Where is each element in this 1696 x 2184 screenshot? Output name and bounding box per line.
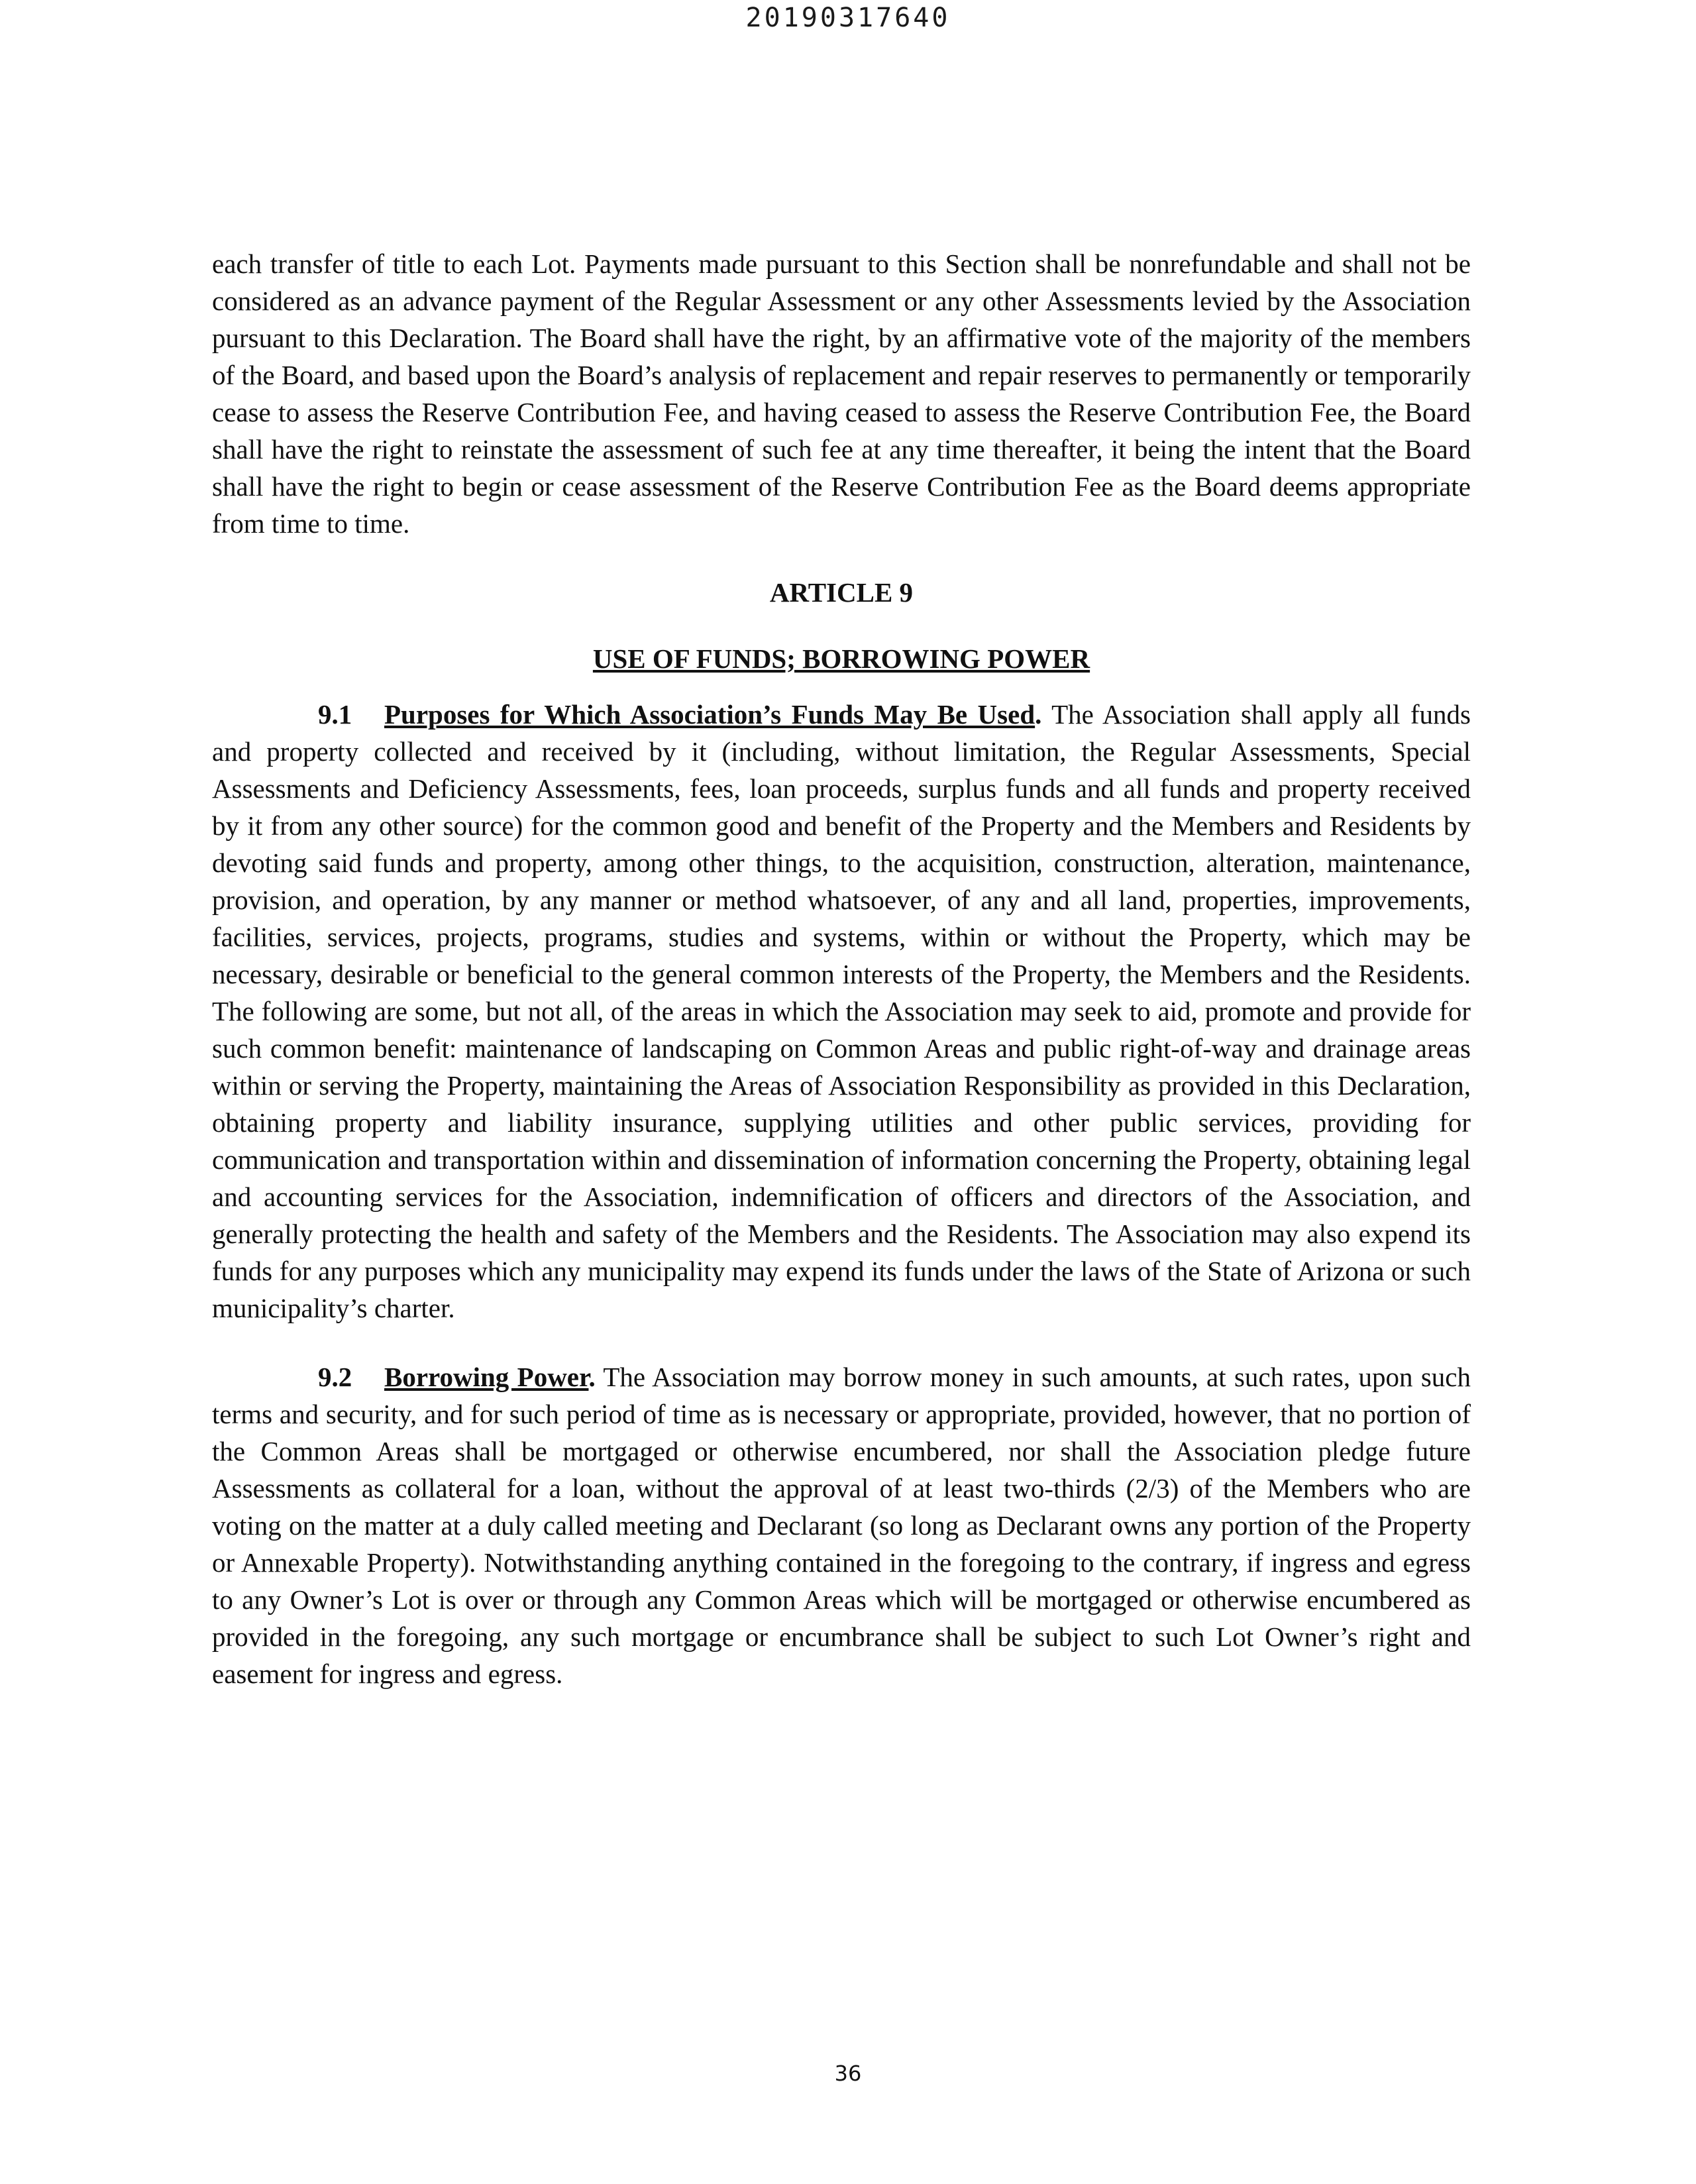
section-text: The Association may borrow money in such amounts, at such rates, upon such terms and security, and for such period of time as is necessary or appropriate, provided, however, that no portion of the Common Areas shall be mortgaged or otherwise encumbered, nor shall the Association pledge future Assessments as collateral for a loan, without the approval of at least two-thirds (2/3) of the Members who are voting on the matter at a duly called meeting and Declarant (so long as Declarant owns any portion of the Property or Annexable Property). Notwithstanding anything contained in the foregoing to the contrary, if ingress and egress to any Owner’s Lot is over or through any Common Areas which will be mortgaged or otherwise encumbered as provided in the foregoing, any such mortgage or encumbrance shall be subject to such Lot Owner’s right and easement for ingress and egress. xyxy=(212,1362,1471,1689)
document-number: 20190317640 xyxy=(745,3,951,33)
section-9-2: 9.2 Borrowing Power. The Association may borrow money in such amounts, at such rates, upon such terms and security, and for such period of time as is necessary or appropriate, provided, however, that no portion of the Common Areas shall be mortgaged or otherwise encumbered, nor shall the Association pledge future Assessments as collateral for a loan, without the approval of at least two-thirds (2/3) of the Members who are voting on the matter at a duly called meeting and Declarant (so long as Declarant owns any portion of the Property or Annexable Property). Notwithstanding anything contained in the foregoing to the contrary, if ingress and egress to any Owner’s Lot is over or through any Common Areas which will be mortgaged or otherwise encumbered as provided in the foregoing, any such mortgage or encumbrance shall be subject to such Lot Owner’s right and easement for ingress and egress. xyxy=(212,1358,1471,1692)
article-subtitle-text: USE OF FUNDS; BORROWING POWER xyxy=(592,643,1090,674)
section-number: 9.1 xyxy=(318,699,352,730)
section-heading: Purposes for Which Association’s Funds May Be Used xyxy=(384,699,1035,730)
intro-paragraph: each transfer of title to each Lot. Payments made pursuant to this Section shall be nonrefundable and shall not be considered as an advance payment of the Regular Assessment or any other Assessments levied by the Association pursuant to this Declaration. The Board shall have the right, by an affirmative vote of the majority of the members of the Board, and based upon the Board’s analysis of replacement and repair reserves to permanently or temporarily cease to assess the Reserve Contribution Fee, and having ceased to assess the Reserve Contribution Fee, the Board shall have the right to reinstate the assessment of such fee at any time thereafter, it being the intent that the Board shall have the right to begin or cease assessment of the Reserve Contribution Fee as the Board deems appropriate from time to time. xyxy=(212,248,1471,539)
section-number: 9.2 xyxy=(318,1362,352,1392)
section-text: The Association shall apply all funds and property collected and received by it (including, without limitation, the Regular Assessments, Special Assessments and Deficiency Assessments, fees, loan proceeds, surplus funds and all funds and property received by it from any other source) for the common good and benefit of the Property and the Members and Residents by devoting said funds and property, among other things, to the acquisition, construction, alteration, maintenance, provision, and operation, by any manner or method whatsoever, of any and all land, properties, improvements, facilities, services, projects, programs, studies and systems, within or without the Property, which may be necessary, desirable or beneficial to the general common interests of the Property, the Members and the Residents. The following are some, but not all, of the areas in which the Association may seek to aid, promote and provide for such common benefit: maintenance of landscaping on Common Areas and public right-of-way and drainage areas within or serving the Property, maintaining the Areas of Association Responsibility as provided in this Declaration, obtaining property and liability insurance, supplying utilities and other public services, providing for communication and transportation within and dissemination of information concerning the Property, obtaining legal and accounting services for the Association, indemnification of officers and directors of the Association, and generally protecting the health and safety of the Members and the Residents. The Association may also expend its funds for any purposes which any municipality may expend its funds under the laws of the State of Arizona or such municipality’s charter. xyxy=(212,699,1471,1323)
article-subtitle xyxy=(212,640,1471,677)
page-content xyxy=(212,245,1471,1692)
page-number: 36 xyxy=(834,2061,862,2086)
section-heading: Borrowing Power xyxy=(384,1362,589,1392)
section-9-1: 9.1 Purposes for Which Association’s Funds May Be Used. The Association shall apply all funds and property collected and received by it (including, without limitation, the Regular Assessments, Special Assessments and Deficiency Assessments, fees, loan proceeds, surplus funds and all funds and property received by it from any other source) for the common good and benefit of the Property and the Members and Residents by devoting said funds and property, among other things, to the acquisition, construction, alteration, maintenance, provision, and operation, by any manner or method whatsoever, of any and all land, properties, improvements, facilities, services, projects, programs, studies and systems, within or without the Property, which may be necessary, desirable or beneficial to the general common interests of the Property, the Members and the Residents. The following are some, but not all, of the areas in which the Association may seek to aid, promote and provide for such common benefit: maintenance of landscaping on Common Areas and public right-of-way and drainage areas within or serving the Property, maintaining the Areas of Association Responsibility as provided in this Declaration, obtaining property and liability insurance, supplying utilities and other public services, providing for communication and transportation within and dissemination of information concerning the Property, obtaining legal and accounting services for the Association, indemnification of officers and directors of the Association, and generally protecting the health and safety of the Members and the Residents. The Association may also expend its funds for any purposes which any municipality may expend its funds under the laws of the State of Arizona or such municipality’s charter. xyxy=(212,696,1471,1327)
article-title: ARTICLE 9 xyxy=(769,577,914,608)
